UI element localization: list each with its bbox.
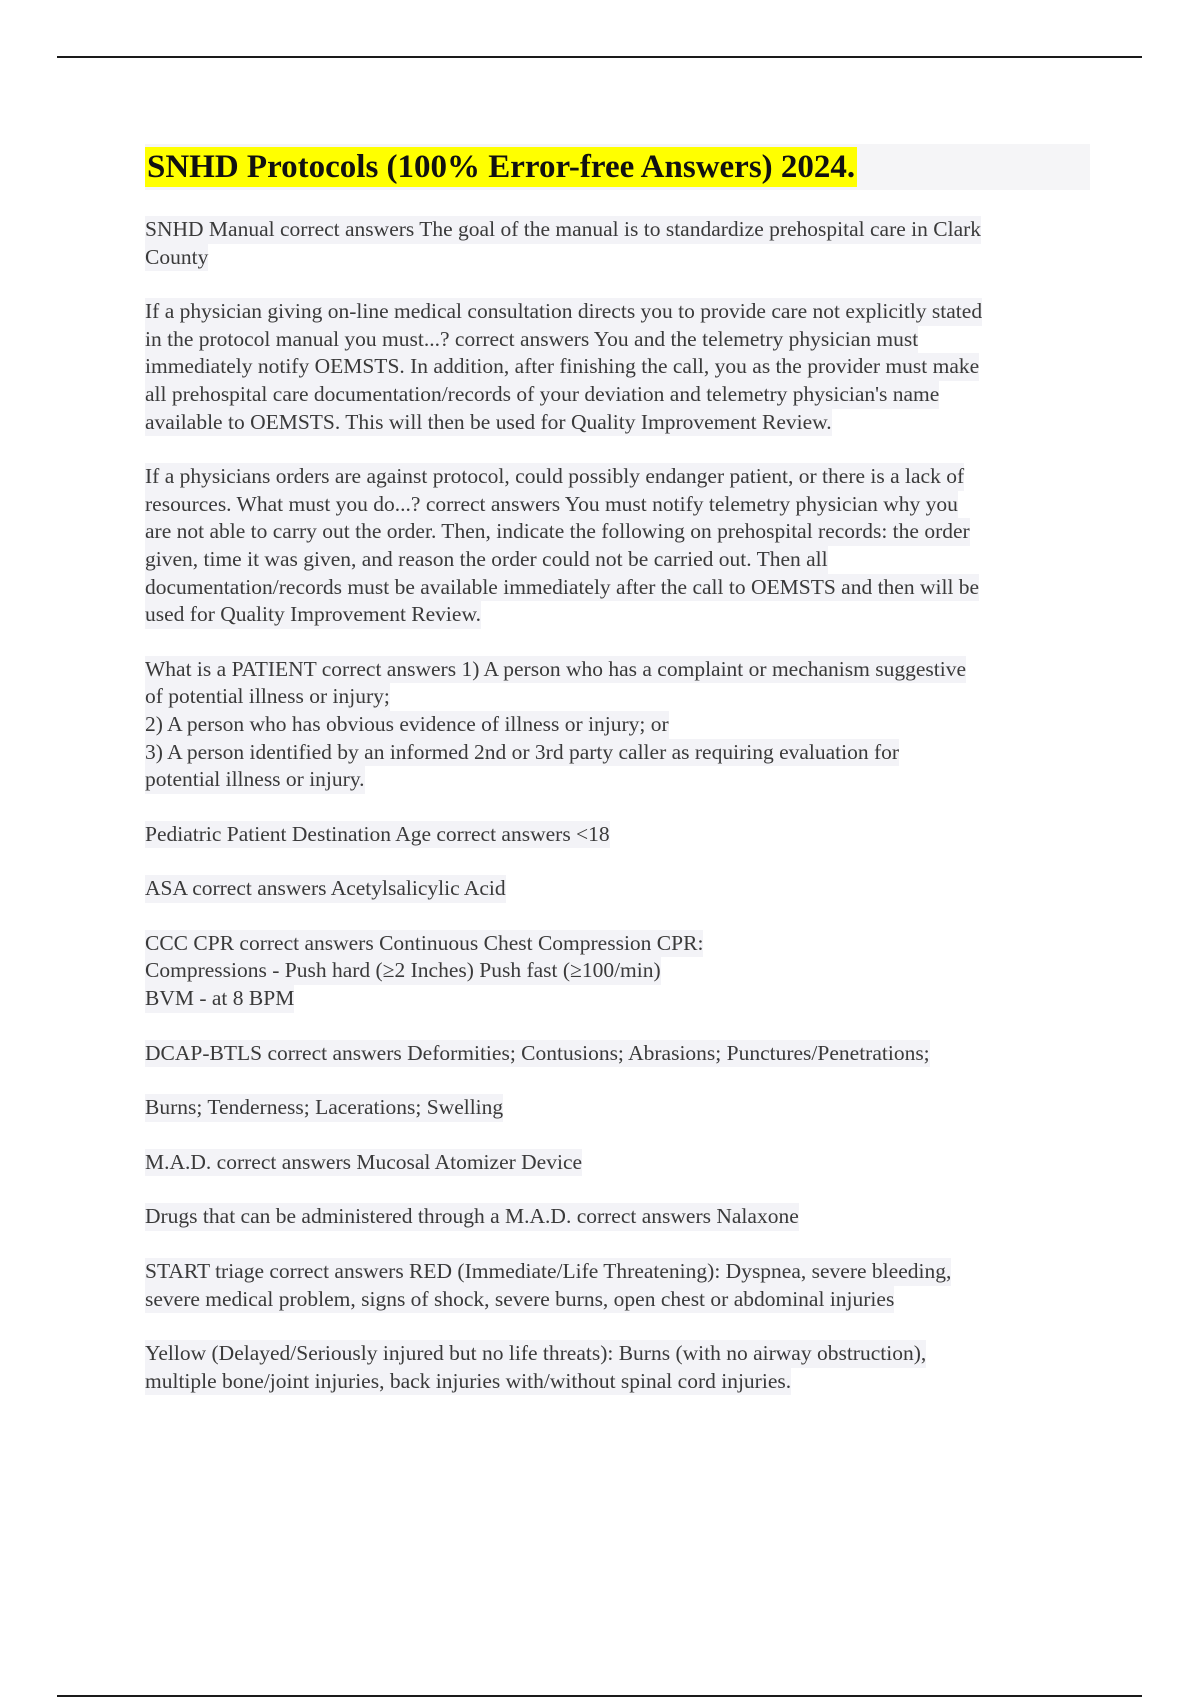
- document-body: [145, 144, 1090, 1422]
- text-line: START triage correct answers RED (Immediate/Life Threatening): Dyspnea, severe bleeding,: [145, 1258, 951, 1286]
- top-rule: [57, 56, 1142, 58]
- paragraph-dcap-btls: [145, 1040, 1090, 1068]
- paragraph-orders-against-protocol: [145, 463, 1090, 629]
- text-line: used for Quality Improvement Review.: [145, 601, 481, 629]
- text-line: BVM - at 8 BPM: [145, 985, 294, 1013]
- text-line: of potential illness or injury;: [145, 683, 390, 711]
- document-title: SNHD Protocols (100% Error-free Answers) 2024.: [147, 149, 856, 185]
- text-line: Yellow (Delayed/Seriously injured but no life threats): Burns (with no airway obstruction),: [145, 1340, 926, 1368]
- text-line: available to OEMSTS. This will then be used for Quality Improvement Review.: [145, 409, 832, 437]
- text-line: SNHD Manual correct answers The goal of the manual is to standardize prehospital care in Clark: [145, 216, 981, 244]
- paragraph-mad-drugs: [145, 1203, 1090, 1231]
- paragraph-online-consultation: [145, 298, 1090, 436]
- text-line: County: [145, 244, 208, 272]
- text-line: severe medical problem, signs of shock, severe burns, open chest or abdominal injuries: [145, 1286, 894, 1314]
- paragraph-asa: [145, 875, 1090, 903]
- text-line: What is a PATIENT correct answers 1) A person who has a complaint or mechanism suggestive: [145, 656, 966, 684]
- paragraph-pediatric-age: [145, 821, 1090, 849]
- text-line: If a physician giving on-line medical consultation directs you to provide care not explicitly stated: [145, 298, 982, 326]
- text-line: CCC CPR correct answers Continuous Chest Compression CPR:: [145, 930, 703, 958]
- text-line: documentation/records must be available immediately after the call to OEMSTS and then will be: [145, 574, 979, 602]
- text-line: Compressions - Push hard (≥2 Inches) Push fast (≥100/min): [145, 957, 661, 985]
- paragraph-mad: [145, 1149, 1090, 1177]
- paragraph-start-triage-yellow: [145, 1340, 1090, 1395]
- text-line: M.A.D. correct answers Mucosal Atomizer Device: [145, 1149, 582, 1177]
- paragraph-start-triage-red: [145, 1258, 1090, 1313]
- paragraph-ccc-cpr: [145, 930, 1090, 1013]
- text-line: resources. What must you do...? correct answers You must notify telemetry physician why you: [145, 491, 958, 519]
- text-line: Drugs that can be administered through a M.A.D. correct answers Nalaxone: [145, 1203, 799, 1231]
- text-line: DCAP-BTLS correct answers Deformities; Contusions; Abrasions; Punctures/Penetrations;: [145, 1040, 930, 1068]
- text-line: are not able to carry out the order. Then, indicate the following on prehospital records: the order: [145, 518, 970, 546]
- text-line: multiple bone/joint injuries, back injuries with/without spinal cord injuries.: [145, 1368, 791, 1396]
- text-line: potential illness or injury.: [145, 766, 365, 794]
- paragraph-snhd-manual: [145, 216, 1090, 271]
- text-line: 2) A person who has obvious evidence of illness or injury; or: [145, 711, 669, 739]
- paragraph-patient-definition: [145, 656, 1090, 794]
- text-line: Pediatric Patient Destination Age correct answers <18: [145, 821, 610, 849]
- text-line: immediately notify OEMSTS. In addition, after finishing the call, you as the provider must make: [145, 353, 979, 381]
- text-line: given, time it was given, and reason the order could not be carried out. Then all: [145, 546, 828, 574]
- text-line: If a physicians orders are against protocol, could possibly endanger patient, or there is a lack of: [145, 463, 964, 491]
- text-line: in the protocol manual you must...? correct answers You and the telemetry physician must: [145, 326, 918, 354]
- text-line: Burns; Tenderness; Lacerations; Swelling: [145, 1094, 503, 1122]
- text-line: all prehospital care documentation/records of your deviation and telemetry physician's name: [145, 381, 939, 409]
- title-bar: [145, 144, 1090, 190]
- paragraph-burns: [145, 1094, 1090, 1122]
- text-line: ASA correct answers Acetylsalicylic Acid: [145, 875, 506, 903]
- bottom-rule: [57, 1695, 1142, 1697]
- text-line: 3) A person identified by an informed 2nd or 3rd party caller as requiring evaluation for: [145, 739, 899, 767]
